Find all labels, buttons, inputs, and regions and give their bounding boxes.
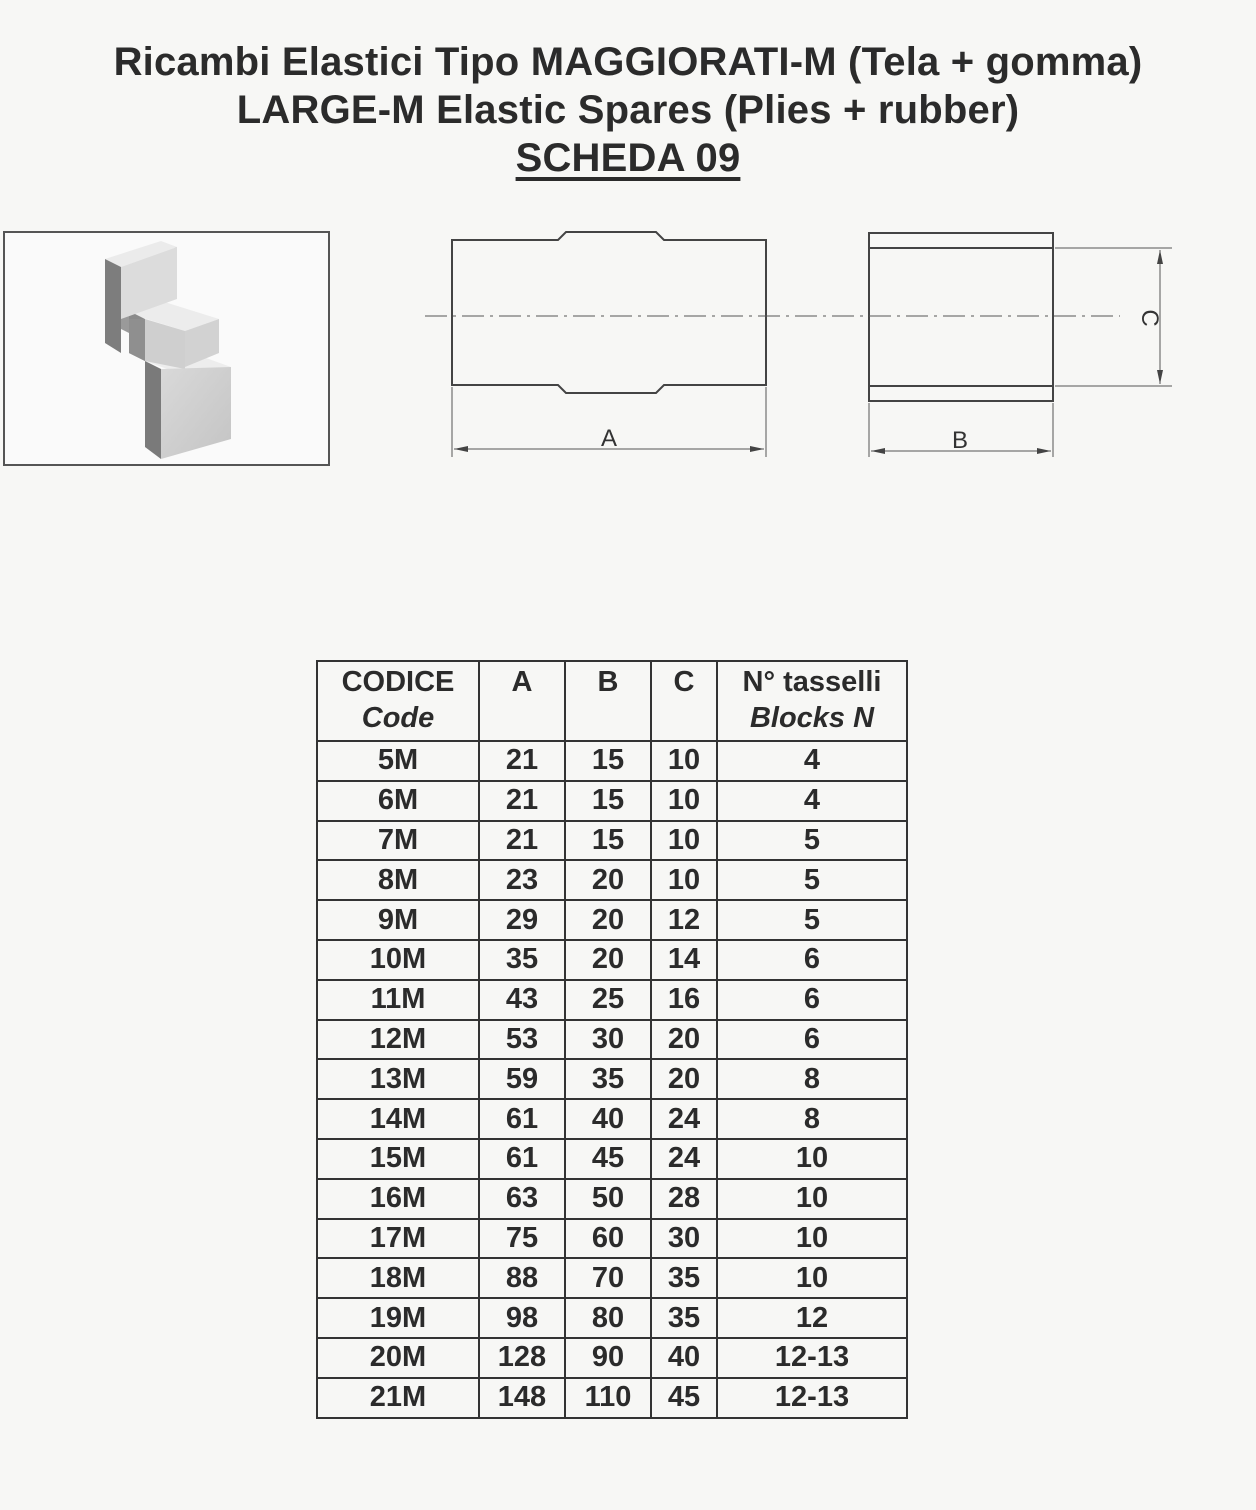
title-english: LARGE-M Elastic Spares (Plies + rubber) xyxy=(236,88,1020,132)
cell-b: 20 xyxy=(565,900,651,940)
cell-code: 10M xyxy=(317,940,479,980)
table-row xyxy=(317,781,907,821)
cell-c: 20 xyxy=(651,1020,717,1060)
cell-code: 18M xyxy=(317,1258,479,1298)
cell-a: 53 xyxy=(479,1020,565,1060)
cell-a: 88 xyxy=(479,1258,565,1298)
cell-blocks: 8 xyxy=(717,1059,907,1099)
cell-b: 35 xyxy=(565,1059,651,1099)
cell-c: 10 xyxy=(651,781,717,821)
title-italian: Ricambi Elastici Tipo MAGGIORATI-M (Tela + gomma) xyxy=(113,40,1143,84)
cell-a: 21 xyxy=(479,741,565,781)
table-row xyxy=(317,940,907,980)
cell-b: 50 xyxy=(565,1179,651,1219)
table-row xyxy=(317,1338,907,1378)
cell-a: 21 xyxy=(479,781,565,821)
cell-a: 29 xyxy=(479,900,565,940)
table-row xyxy=(317,1378,907,1418)
cell-blocks: 12-13 xyxy=(717,1378,907,1418)
front-view-outline xyxy=(869,233,1053,401)
cell-a: 61 xyxy=(479,1139,565,1179)
cell-c: 35 xyxy=(651,1298,717,1338)
cell-c: 10 xyxy=(651,741,717,781)
cell-blocks: 4 xyxy=(717,741,907,781)
side-view-outline xyxy=(452,232,766,393)
cell-c: 12 xyxy=(651,900,717,940)
cell-c: 24 xyxy=(651,1139,717,1179)
cell-b: 30 xyxy=(565,1020,651,1060)
cell-c: 10 xyxy=(651,860,717,900)
cell-b: 15 xyxy=(565,781,651,821)
dim-label-c: C xyxy=(1136,309,1163,327)
cell-blocks: 5 xyxy=(717,821,907,861)
cell-b: 70 xyxy=(565,1258,651,1298)
header-c: C xyxy=(651,661,717,741)
table-row xyxy=(317,741,907,781)
cell-blocks: 10 xyxy=(717,1139,907,1179)
cell-code: 6M xyxy=(317,781,479,821)
dim-label-b: B xyxy=(951,427,969,454)
cell-code: 8M xyxy=(317,860,479,900)
cell-blocks: 5 xyxy=(717,900,907,940)
cell-b: 80 xyxy=(565,1298,651,1338)
cell-code: 11M xyxy=(317,980,479,1020)
technical-drawing xyxy=(420,215,1180,465)
cell-a: 128 xyxy=(479,1338,565,1378)
table-row xyxy=(317,1139,907,1179)
cell-code: 17M xyxy=(317,1219,479,1259)
cell-a: 63 xyxy=(479,1179,565,1219)
cell-b: 20 xyxy=(565,860,651,900)
cell-code: 19M xyxy=(317,1298,479,1338)
cell-blocks: 12 xyxy=(717,1298,907,1338)
cell-b: 45 xyxy=(565,1139,651,1179)
table-row xyxy=(317,1219,907,1259)
cell-blocks: 6 xyxy=(717,980,907,1020)
cell-a: 21 xyxy=(479,821,565,861)
cell-blocks: 10 xyxy=(717,1219,907,1259)
cell-b: 60 xyxy=(565,1219,651,1259)
cell-code: 5M xyxy=(317,741,479,781)
cell-b: 40 xyxy=(565,1099,651,1139)
cell-a: 98 xyxy=(479,1298,565,1338)
table-row xyxy=(317,1099,907,1139)
product-photo xyxy=(3,231,330,466)
cell-c: 30 xyxy=(651,1219,717,1259)
table-row xyxy=(317,821,907,861)
cell-a: 43 xyxy=(479,980,565,1020)
table-row xyxy=(317,1258,907,1298)
cell-c: 24 xyxy=(651,1099,717,1139)
spec-table xyxy=(316,660,908,1419)
table-row xyxy=(317,860,907,900)
cell-c: 20 xyxy=(651,1059,717,1099)
table-row xyxy=(317,1298,907,1338)
cell-code: 14M xyxy=(317,1099,479,1139)
cell-code: 9M xyxy=(317,900,479,940)
cell-blocks: 5 xyxy=(717,860,907,900)
elastic-block-illustration xyxy=(5,233,328,464)
cell-blocks: 10 xyxy=(717,1179,907,1219)
cell-b: 20 xyxy=(565,940,651,980)
cell-a: 61 xyxy=(479,1099,565,1139)
cell-a: 23 xyxy=(479,860,565,900)
cell-blocks: 12-13 xyxy=(717,1338,907,1378)
sheet-number: SCHEDA 09 xyxy=(515,136,741,180)
table-row xyxy=(317,1059,907,1099)
cell-c: 10 xyxy=(651,821,717,861)
table-header-row xyxy=(317,661,907,741)
header-a: A xyxy=(479,661,565,741)
cell-c: 40 xyxy=(651,1338,717,1378)
cell-code: 12M xyxy=(317,1020,479,1060)
header-blocks-en: Blocks N xyxy=(749,702,875,734)
cell-blocks: 6 xyxy=(717,1020,907,1060)
header-code xyxy=(317,661,479,741)
cell-blocks: 4 xyxy=(717,781,907,821)
cell-a: 35 xyxy=(479,940,565,980)
cell-b: 110 xyxy=(565,1378,651,1418)
cell-a: 148 xyxy=(479,1378,565,1418)
cell-code: 7M xyxy=(317,821,479,861)
table-row xyxy=(317,1020,907,1060)
cell-c: 28 xyxy=(651,1179,717,1219)
cell-code: 15M xyxy=(317,1139,479,1179)
table-row xyxy=(317,1179,907,1219)
cell-a: 59 xyxy=(479,1059,565,1099)
cell-b: 15 xyxy=(565,821,651,861)
cell-blocks: 8 xyxy=(717,1099,907,1139)
header-code-it: CODICE xyxy=(341,666,455,698)
cell-code: 20M xyxy=(317,1338,479,1378)
cell-c: 35 xyxy=(651,1258,717,1298)
cell-code: 13M xyxy=(317,1059,479,1099)
cell-blocks: 10 xyxy=(717,1258,907,1298)
table-row xyxy=(317,900,907,940)
cell-b: 90 xyxy=(565,1338,651,1378)
cell-blocks: 6 xyxy=(717,940,907,980)
title-block xyxy=(0,38,1256,182)
cell-c: 16 xyxy=(651,980,717,1020)
table-row xyxy=(317,980,907,1020)
cell-c: 45 xyxy=(651,1378,717,1418)
cell-a: 75 xyxy=(479,1219,565,1259)
header-blocks-it: N° tasselli xyxy=(742,666,882,698)
cell-code: 21M xyxy=(317,1378,479,1418)
cell-code: 16M xyxy=(317,1179,479,1219)
dim-label-a: A xyxy=(600,425,618,452)
cell-b: 25 xyxy=(565,980,651,1020)
cell-c: 14 xyxy=(651,940,717,980)
header-b: B xyxy=(565,661,651,741)
header-code-en: Code xyxy=(361,702,435,734)
cell-b: 15 xyxy=(565,741,651,781)
header-blocks xyxy=(717,661,907,741)
